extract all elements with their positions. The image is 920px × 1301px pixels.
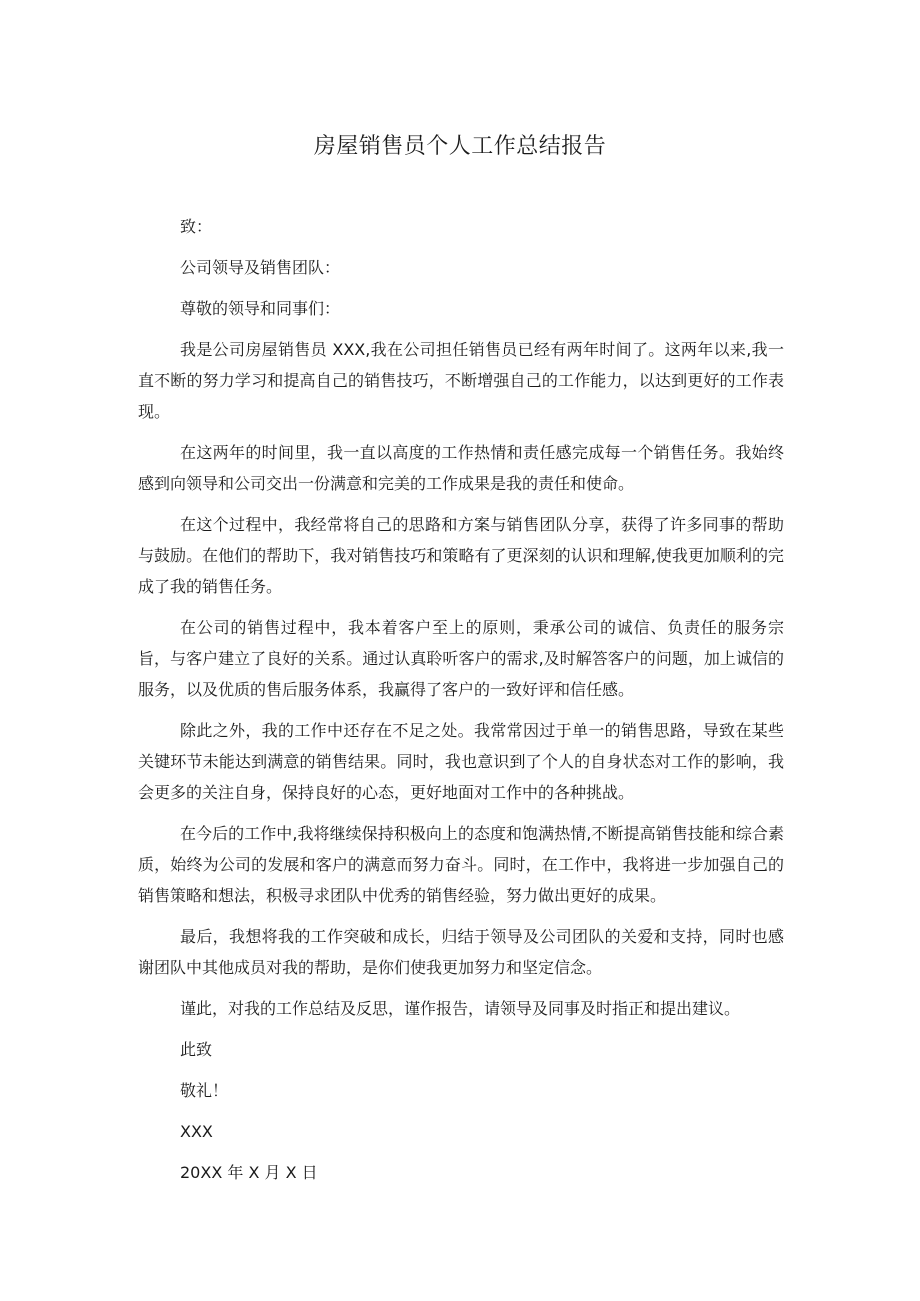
paragraph-1: 我是公司房屋销售员 XXX,我在公司担任销售员已经有两年时间了。这两年以来,我一直不断的努力学习和提高自己的销售技巧，不断增强自己的工作能力，以达到更好的工作表现。 — [138, 340, 784, 421]
closing-cizhi: 此致 — [180, 1040, 213, 1059]
salutation-to: 致： — [180, 217, 213, 236]
paragraph-5: 除此之外，我的工作中还存在不足之处。我常常因过于单一的销售思路，导致在某些关键环节未能达到满意的销售结果。同时，我也意识到了个人的自身状态对工作的影响，我会更多的关注自身，保持良好的心态，更好地面对工作中的各种挑战。 — [138, 721, 784, 802]
signature: XXX — [180, 1122, 213, 1141]
greeting-line: 尊敬的领导和同事们： — [180, 299, 341, 318]
paragraph-2: 在这两年的时间里，我一直以高度的工作热情和责任感完成每一个销售任务。我始终感到向领导和公司交出一份满意和完美的工作成果是我的责任和使命。 — [138, 443, 784, 493]
closing-statement: 谨此，对我的工作总结及反思，谨作报告，请领导及同事及时指正和提出建议。 — [180, 999, 741, 1018]
document-title: 房屋销售员个人工作总结报告 — [313, 134, 607, 159]
document-body — [138, 211, 784, 1198]
paragraph-3: 在这个过程中，我经常将自己的思路和方案与销售团队分享，获得了许多同事的帮助与鼓励。在他们的帮助下，我对销售技巧和策略有了更深刻的认识和理解,使我更加顺利的完成了我的销售任务。 — [138, 515, 784, 596]
closing-jingli: 敬礼！ — [180, 1081, 229, 1100]
paragraph-6: 在今后的工作中,我将继续保持积极向上的态度和饱满热情,不断提高销售技能和综合素质，始终为公司的发展和客户的满意而努力奋斗。同时，在工作中，我将进一步加强自己的销售策略和想法，积极寻求团队中优秀的销售经验，努力做出更好的成果。 — [138, 824, 784, 905]
recipient-line: 公司领导及销售团队： — [180, 258, 341, 277]
paragraph-4: 在公司的销售过程中，我本着客户至上的原则，秉承公司的诚信、负责任的服务宗旨，与客户建立了良好的关系。通过认真聆听客户的需求,及时解答客户的问题，加上诚信的服务，以及优质的售后服务体系，我赢得了客户的一致好评和信任感。 — [138, 618, 784, 699]
date-line: 20XX 年 X 月 X 日 — [180, 1163, 318, 1182]
paragraph-7: 最后，我想将我的工作突破和成长，归结于领导及公司团队的关爱和支持，同时也感谢团队中其他成员对我的帮助，是你们使我更加努力和坚定信念。 — [138, 927, 784, 977]
